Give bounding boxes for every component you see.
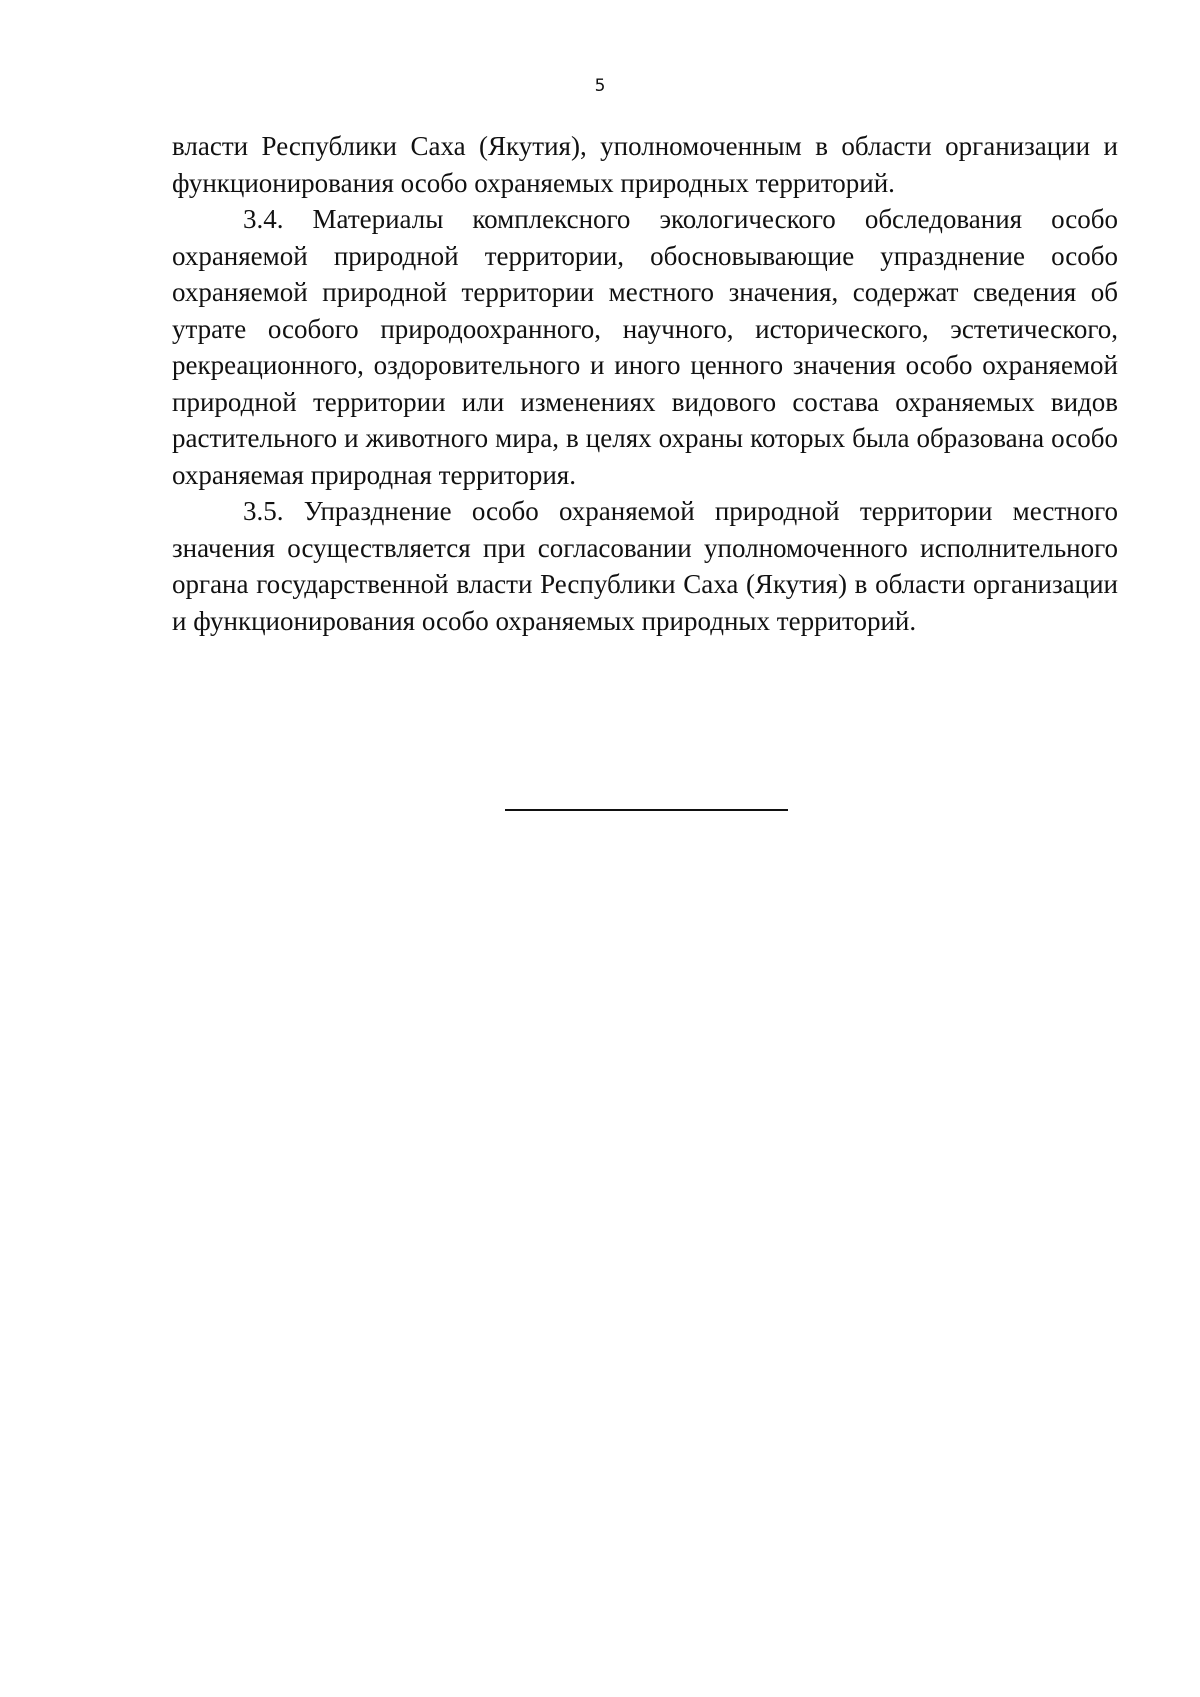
page-number: 5 bbox=[594, 76, 606, 96]
paragraph-3-5: 3.5. Упразднение особо охраняемой природной территории местного значения осуществляется при согласовании уполномоченного исполнительного органа государственной власти Республики Саха (Якутия) в области организации и функционирования особо охраняемых природных территорий. bbox=[172, 496, 1118, 636]
document-body bbox=[172, 128, 1118, 639]
closing-divider-line bbox=[505, 809, 788, 811]
paragraph-continuation: власти Республики Саха (Якутия), уполномоченным в области организации и функционирования особо охраняемых природных территорий. bbox=[172, 131, 1118, 198]
paragraph-3-4: 3.4. Материалы комплексного экологического обследования особо охраняемой природной территории, обосновывающие упразднение особо охраняемой природной территории местного значения, содержат сведения об утрате особого природоохранного, научного, исторического, эстетического, рекреационного, оздоровительного и иного ценного значения особо охраняемой природной территории или изменениях видового состава охраняемых видов растительного и животного мира, в целях охраны которых была образована особо охраняемая природная территория. bbox=[172, 204, 1118, 490]
